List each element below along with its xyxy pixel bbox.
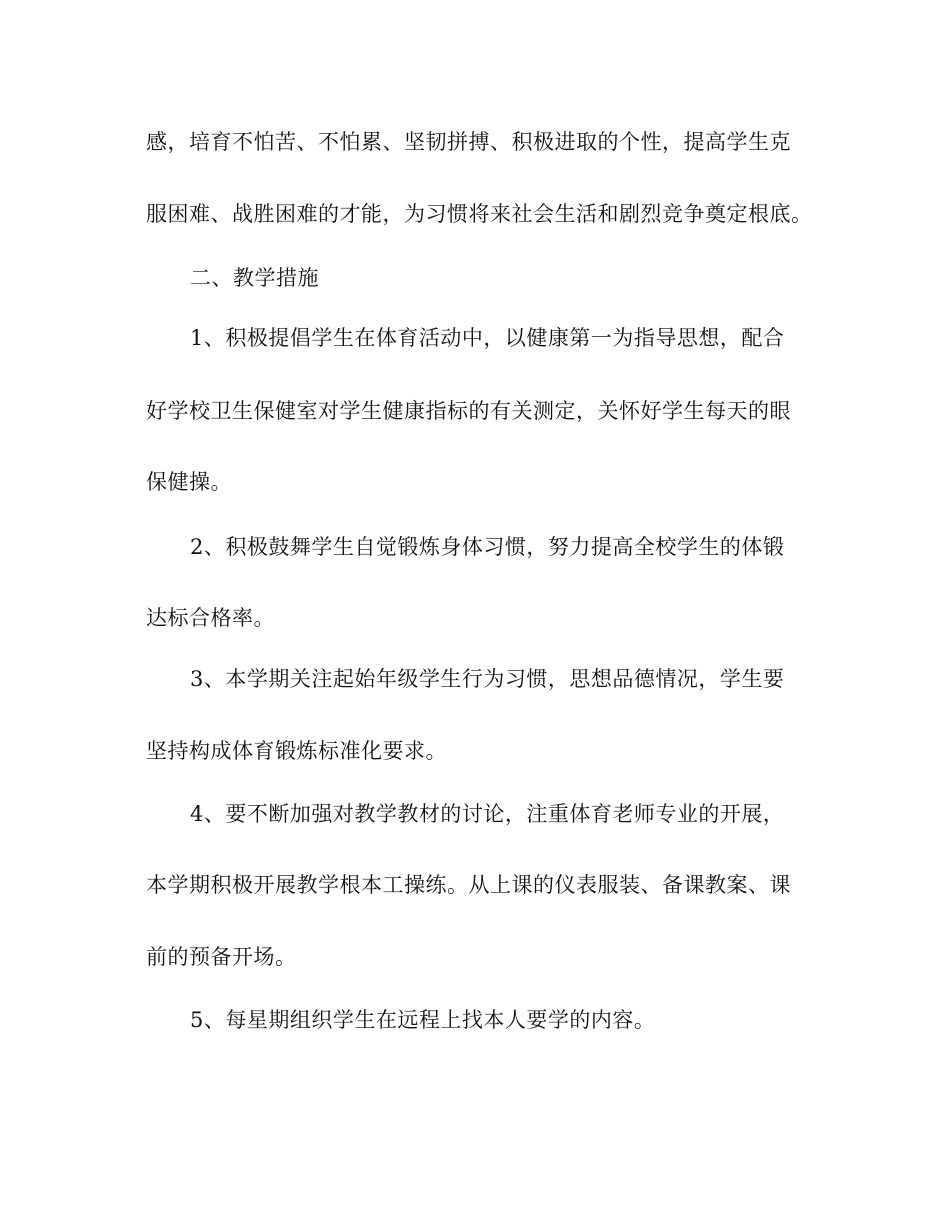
paragraph-line: 达标合格率。 [146, 606, 275, 630]
paragraph-line: 好学校卫生保健室对学生健康指标的有关测定，关怀好学生每天的眼 [146, 399, 791, 423]
paragraph-line: 5、每星期组织学生在远程上找本人要学的内容。 [190, 1008, 656, 1032]
paragraph-line: 保健操。 [146, 470, 232, 494]
paragraph-line: 感，培育不怕苦、不怕累、坚韧拼搏、积极进取的个性，提高学生克 [146, 130, 791, 154]
section-heading: 二、教学措施 [190, 266, 319, 290]
paragraph-line: 前的预备开场。 [146, 945, 297, 969]
paragraph-line: 2、积极鼓舞学生自觉锻炼身体习惯，努力提高全校学生的体锻 [190, 535, 785, 559]
paragraph-line: 3、本学期关注起始年级学生行为习惯，思想品德情况，学生要 [190, 667, 785, 691]
paragraph-line: 本学期积极开展教学根本工操练。从上课的仪表服装、备课教案、课 [146, 873, 791, 897]
paragraph-line: 4、要不断加强对教学教材的讨论，注重体育老师专业的开展， [190, 802, 785, 826]
paragraph-line: 服困难、战胜困难的才能，为习惯将来社会生活和剧烈竞争奠定根底。 [146, 202, 813, 226]
paragraph-line: 1、积极提倡学生在体育活动中，以健康第一为指导思想，配合 [190, 326, 785, 350]
paragraph-line: 坚持构成体育锻炼标准化要求。 [146, 739, 447, 763]
